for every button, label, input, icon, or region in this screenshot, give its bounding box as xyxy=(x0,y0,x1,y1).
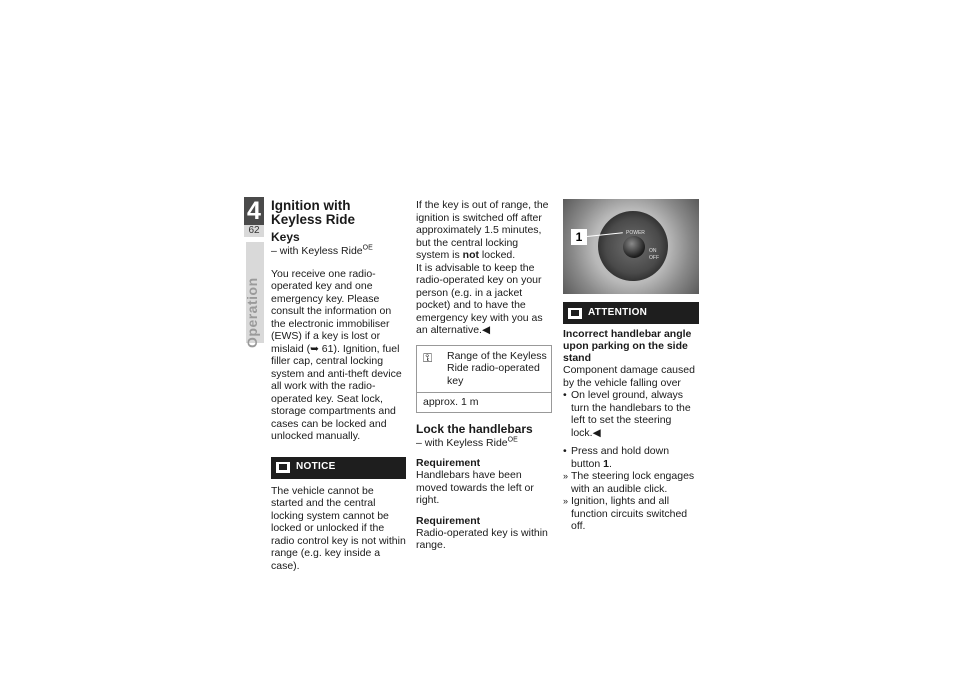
lock-option-line: – with Keyless Ride$^{OE}$ xyxy=(416,436,518,449)
requirement-heading-2: Requirement xyxy=(416,514,481,527)
notice-label: NOTICE xyxy=(296,461,336,473)
result-item: » Ignition, lights and all function circuits switched off. xyxy=(563,495,699,533)
attention-bullets xyxy=(563,389,699,439)
range-table-value: approx. 1 m xyxy=(423,396,479,408)
attention-text: Component damage caused by the vehicle falling over xyxy=(563,364,695,389)
chapter-number: 4 xyxy=(244,197,264,225)
notice-hand-icon xyxy=(276,462,290,473)
step-list xyxy=(563,445,699,470)
chapter-label: Operation xyxy=(244,277,260,348)
result-list xyxy=(563,470,699,533)
result-item: » The steering lock engages with an audible click. xyxy=(563,470,699,495)
column-1 xyxy=(271,199,406,572)
key-range-icon: ⚿ xyxy=(423,350,433,365)
photo-mark-on: ON xyxy=(649,248,657,254)
keys-heading: Keys xyxy=(271,230,300,244)
out-of-range-text: If the key is out of range, the ignition is switched off after approximately 1.5 minutes, but the central locking system is not locked. xyxy=(416,199,549,261)
section-title: Ignition with Keyless Ride xyxy=(271,198,356,227)
notice-text: The vehicle cannot be started and the central locking system cannot be locked or unlocked if the radio control key is not within range (e.g. key inside a case). xyxy=(271,484,406,572)
requirement-text-2: Radio-operated key is within range. xyxy=(416,526,548,551)
notice-banner xyxy=(271,457,406,479)
step-item: • Press and hold down button 1. xyxy=(563,445,699,470)
keys-body: You receive one radio-operated key and one emergency key. Please consult the information on the electronic immobiliser (EWS) if a key is lost or mislaid (➥ 61). Ignition, fuel filler cap, central locking system and anti-theft device all work with the radio-operated key. Seat lock, storage compartments and cases can be locked and unlocked manually. xyxy=(271,267,402,442)
keys-option-line: – with Keyless Ride$^{OE}$ xyxy=(271,244,373,257)
range-table-header-row xyxy=(417,346,551,394)
attention-title: Incorrect handlebar angle upon parking on the side stand xyxy=(563,328,692,364)
photo-callout: 1 xyxy=(571,229,587,245)
requirement-text-1: Handlebars have been moved towards the left or right. xyxy=(416,469,534,506)
column-3 xyxy=(563,199,699,533)
advice-text: It is advisable to keep the radio-operated key on your person (e.g. in a jacket pocket) and to have the emergency key with you as an alternative.◀ xyxy=(416,261,543,336)
column-2 xyxy=(416,199,552,552)
attention-hand-icon xyxy=(568,308,582,319)
photo-mark-off: OFF xyxy=(649,255,659,261)
attention-bullet: • On level ground, always turn the handlebars to the left to set the steering lock.◀ xyxy=(563,389,699,439)
range-table-header: Range of the Keyless Ride radio-operated key xyxy=(447,349,547,387)
requirement-heading-1: Requirement xyxy=(416,457,481,469)
ignition-photo xyxy=(563,199,699,294)
photo-mark-power: POWER xyxy=(626,230,645,236)
attention-label: ATTENTION xyxy=(588,306,648,318)
lock-heading: Lock the handlebars xyxy=(416,421,533,436)
range-table xyxy=(416,345,552,413)
page-number: 62 xyxy=(244,225,264,237)
attention-banner xyxy=(563,302,699,324)
